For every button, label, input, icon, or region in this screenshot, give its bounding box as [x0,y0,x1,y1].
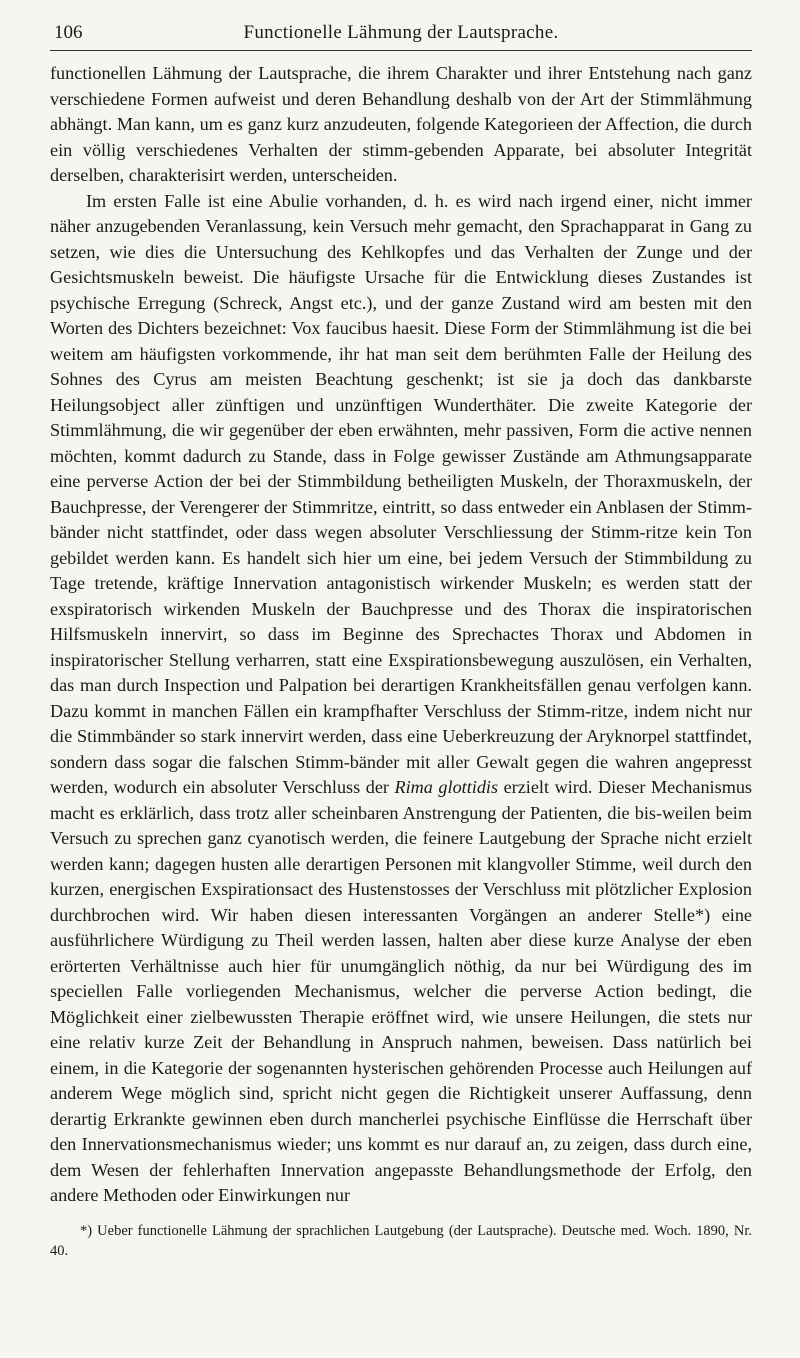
running-title: Functionelle Lähmung der Lautsprache. [243,22,559,43]
paragraph-2 [50,189,752,1209]
paragraph-1: functionellen Lähmung der Lautsprache, die ihrem Charakter und ihrer Entstehung nach ganz verschiedene Formen aufweist und deren Behandlung deshalb von der Art der Stimmlähmung abhängt. Man kann, um es ganz kurz anzudeuten, folgende Kategorieen der Affection, die durch ein völlig verschiedenes Verhalten der stimm-gebenden Apparate, bei absoluter Integrität derselben, charakterisirt werden, unterscheiden. [50,63,752,185]
footnote [50,1221,752,1261]
header-rule [50,50,752,51]
footnote-marker: *) [80,1222,93,1239]
page-number: 106 [54,22,83,43]
page-header [50,18,752,48]
main-text [50,61,752,1209]
italic-term: Rima glottidis [394,777,499,797]
paragraph-2-part-b: erzielt wird. Dieser Mechanismus macht es erklärlich, dass trotz aller scheinbaren Anstrengung der Patienten, die bis-weilen beim Versuch zu sprechen ganz cyanotisch werden, die feinere Lautgebung der Sprache nicht erzielt werden kann; dagegen husten alle derartigen Personen mit klangvoller Stimme, weil durch den kurzen, energischen Exspirationsact des Hustenstosses der Verschluss mit plötzlicher Explosion durchbrochen wird. Wir haben diesen interessanten Vorgängen an anderer Stelle*) eine ausführlichere Würdigung zu Theil werden lassen, halten aber diese kurze Analyse der eben erörterten Verhältnisse auch hier für unumgänglich nöthig, da nur bei Würdigung des im speciellen Falle vorliegenden Mechanismus, welcher die perverse Action bedingt, die Möglichkeit einer zielbewussten Therapie eröffnet wird, wie unsere Heilungen, die stets nur eine relativ kurze Zeit der Behandlung in Anspruch nahmen, beweisen. Dass natürlich bei einem, in die Kategorie der sogenannten hysterischen gehörenden Processe auch Heilungen auf anderem Wege möglich sind, spricht nicht gegen die Richtigkeit unserer Auffassung, denn derartig Erkrankte gewinnen eben durch mancherlei psychische Einflüsse die Herrschaft über den Innervationsmechanismus wieder; uns kommt es nur darauf an, zu zeigen, dass durch eine, dem Wesen der fehlerhaften Innervation angepasste Behandlungsmethode der Erfolg, den andere Methoden oder Einwirkungen nur [50,777,753,1205]
paragraph-2-part-a: Im ersten Falle ist eine Abulie vorhanden, d. h. es wird nach irgend einer, nicht immer näher anzugebenden Veranlassung, kein Versuch mehr gemacht, den Sprachapparat in Gang zu setzen, wie dies die Untersuchung des Kehlkopfes und das Verhalten der Zunge und der Gesichtsmuskeln beweist. Die häufigste Ursache für die Entwicklung dieses Zustandes ist psychische Erregung (Schreck, Angst etc.), und der ganze Zustand wird am besten mit den Worten des Dichters bezeichnet: Vox faucibus haesit. Diese Form der Stimmlähmung ist die bei weitem am häufigsten vorkommende, ihr hat man seit dem berühmten Falle der Heilung des Sohnes des Cyrus am meisten Beachtung geschenkt; ist sie ja doch das dankbarste Heilungsobject aller zünftigen und unzünftigen Wunderthäter. Die zweite Kategorie der Stimmlähmung, die wir gegenüber der eben erwähnten, mehr passiven, Form die active nennen möchten, kommt dadurch zu Stande, dass in Folge gewisser Zustände am Athmungsapparate eine perverse Action der bei der Stimmbildung betheiligten Muskeln, der Thoraxmuskeln, der Bauchpresse, der Verengerer der Stimmritze, eintritt, so dass entweder ein Anblasen der Stimm-bänder nicht stattfindet, oder dass wegen absoluter Verschliessung der Stimm-ritze kein Ton gebildet werden kann. Es handelt sich hier um eine, bei jedem Versuch der Stimmbildung zu Tage tretende, kräftige Innervation antagonistisch wirkender Muskeln; es werden statt der exspiratorisch wirkenden Muskeln der Bauchpresse und des Thorax die inspiratorischen Hilfsmuskeln innervirt, so dass im Beginne des Sprechactes Thorax und Abdomen in inspiratorischer Stellung verharren, statt eine Exspirationsbewegung auszulösen, ein Verhalten, das man durch Inspection und Palpation bei derartigen Krankheitsfällen genau verfolgen kann. Dazu kommt in manchen Fällen ein krampfhafter Verschluss der Stimm-ritze, indem nicht nur die Stimmbänder so stark innervirt werden, dass eine Ueberkreuzung der Aryknorpel stattfindet, sondern dass sogar die falschen Stimm-bänder mit aller Gewalt gegen die wahren angepresst werden, wodurch ein absoluter Verschluss der [50,190,752,797]
footnote-text: Ueber functionelle Lähmung der sprachlichen Lautgebung (der Lautsprache). Deutsche med. Woch. 1890, Nr. 40. [50,1222,752,1259]
